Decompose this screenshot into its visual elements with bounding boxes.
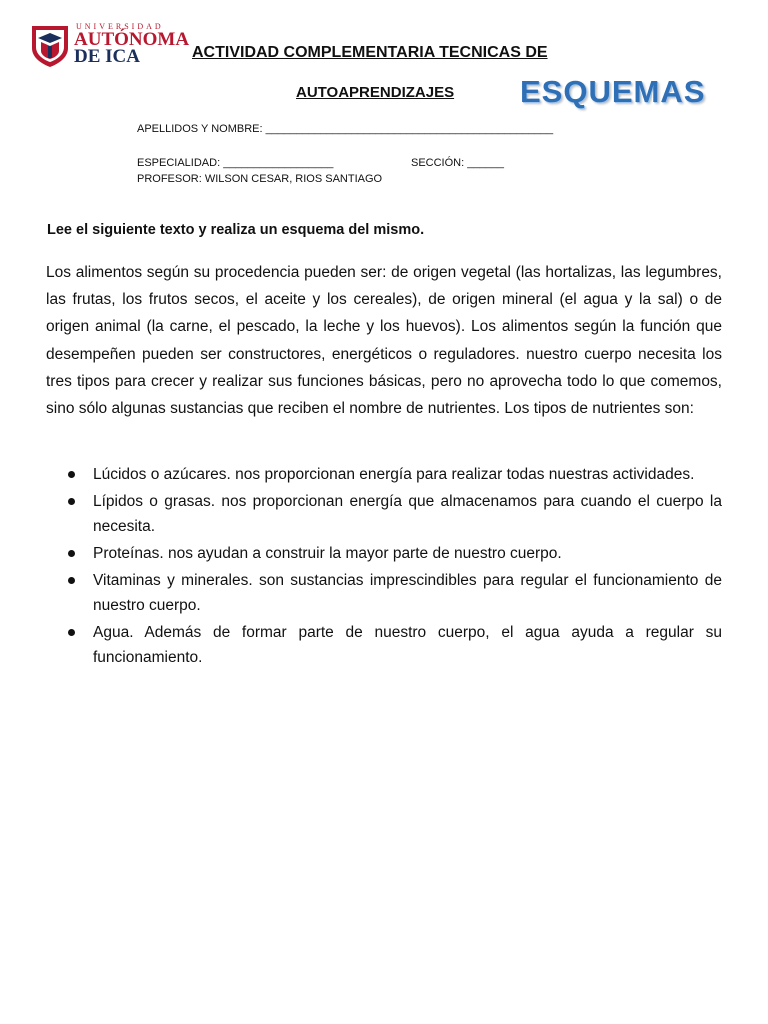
instruction-heading: Lee el siguiente texto y realiza un esquema del mismo. (47, 222, 425, 238)
list-item (68, 620, 722, 670)
university-logo (30, 22, 190, 70)
apellidos-field: APELLIDOS Y NOMBRE: _______________________________________________ (137, 123, 554, 135)
seccion-field: SECCIÓN: ______ (411, 157, 504, 169)
list-item (68, 568, 722, 618)
list-item-text: Agua. Además de formar parte de nuestro cuerpo, el agua ayuda a regular su funcionamiento. (93, 624, 722, 666)
logo-top-text: UNIVERSIDAD (76, 22, 164, 31)
bullet-icon (68, 498, 75, 505)
main-paragraph: Los alimentos según su procedencia pueden ser: de origen vegetal (las hortalizas, las legumbres, las frutas, los frutos secos, el aceite y los cereales), de origen mineral (el agua y la sal) o de origen animal (la carne, el pescado, la leche y los huevos). Los alimentos según la función que desempeñen pueden ser constructores, energéticos o reguladores. nuestro cuerpo necesita los tres tipos para crecer y realizar sus funciones básicas, pero no aprovecha todo lo que comemos, sino sólo algunas sustancias que reciben el nombre de nutrientes. Los tipos de nutrientes son: (46, 264, 722, 418)
list-item-text: Proteínas. nos ayudan a construir la mayor parte de nuestro cuerpo. (93, 545, 562, 562)
especialidad-field: ESPECIALIDAD: __________________ (137, 157, 334, 169)
list-item-text: Lúcidos o azúcares. nos proporcionan energía para realizar todas nuestras actividades. (93, 466, 695, 483)
bullet-icon (68, 471, 75, 478)
logo-line1: AUTÓNOMA (74, 29, 190, 50)
list-item-text: Vitaminas y minerales. son sustancias imprescindibles para regular el funcionamiento de nuestro cuerpo. (93, 572, 722, 614)
shield-logo-icon (30, 24, 70, 68)
profesor-field: PROFESOR: WILSON CESAR, RIOS SANTIAGO (137, 173, 383, 185)
bullet-icon (68, 629, 75, 636)
list-item (68, 489, 722, 539)
list-item (68, 541, 722, 566)
nutrient-list (68, 462, 722, 672)
esquemas-badge: ESQUEMAS (520, 74, 706, 109)
list-item-text: Lípidos o grasas. nos proporcionan energía que almacenamos para cuando el cuerpo la necesita. (93, 493, 722, 535)
list-item (68, 462, 722, 487)
document-title-line2: AUTOAPRENDIZAJES (296, 84, 455, 101)
bullet-icon (68, 550, 75, 557)
document-title-line1: ACTIVIDAD COMPLEMENTARIA TECNICAS DE (192, 44, 548, 61)
logo-line2: DE ICA (74, 46, 140, 67)
bullet-icon (68, 577, 75, 584)
